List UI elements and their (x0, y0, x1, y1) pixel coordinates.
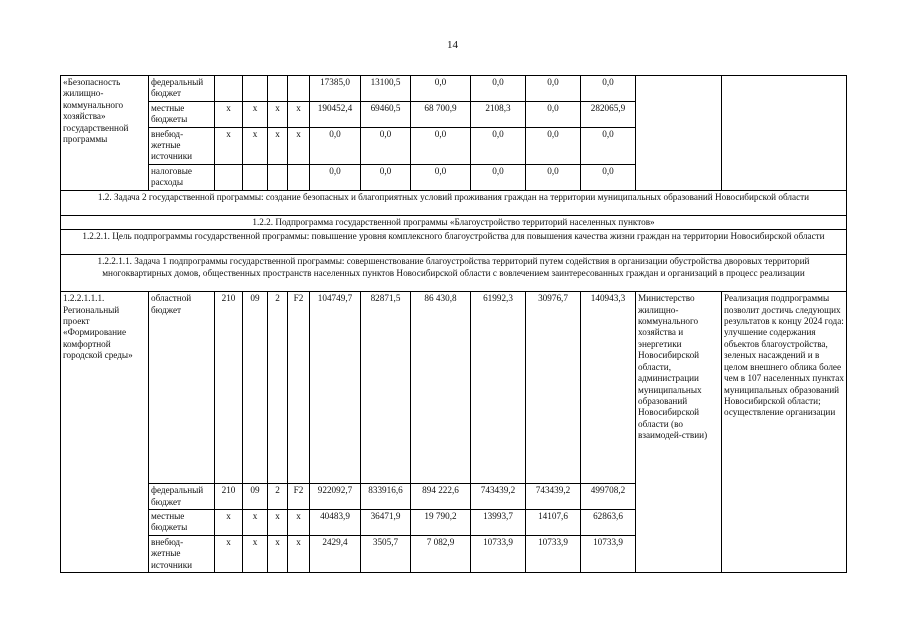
funding-source-cell: внебюд-жетные источники (149, 127, 215, 164)
value-cell: 0,0 (526, 101, 581, 127)
value-cell: 104749,7 (310, 292, 361, 484)
code-section: 09 (243, 292, 268, 484)
value-cell: 0,0 (526, 127, 581, 164)
subprogram-heading: 1.2.2. Подпрограмма государственной программы «Благоустройство территорий населенных пунктов» (61, 215, 847, 229)
value-cell: 13993,7 (471, 510, 526, 536)
value-cell: 0,0 (361, 127, 411, 164)
goal-heading: 1.2.2.1. Цель подпрограммы государственной программы: повышение уровня комплексного благоустройства для повышения качества жизни граждан на территории Новосибирской области (61, 230, 847, 255)
code-section: х (243, 535, 268, 572)
program-table (60, 75, 847, 573)
value-cell: 13100,5 (361, 76, 411, 102)
value-cell: 743439,2 (526, 484, 581, 510)
value-cell: 0,0 (581, 76, 636, 102)
value-cell: 0,0 (581, 164, 636, 190)
value-cell: 0,0 (581, 127, 636, 164)
funding-source-cell: налоговые расходы (149, 164, 215, 190)
section-heading-row (61, 215, 847, 229)
code-article: х (288, 127, 310, 164)
value-cell: 10733,9 (471, 535, 526, 572)
section-heading-row (61, 230, 847, 255)
value-cell: 30976,7 (526, 292, 581, 484)
value-cell: 68 700,9 (411, 101, 471, 127)
code-program: х (268, 101, 288, 127)
section-heading-row (61, 255, 847, 292)
code-program: х (268, 510, 288, 536)
value-cell: 0,0 (471, 127, 526, 164)
value-cell: 10733,9 (581, 535, 636, 572)
code-section (243, 76, 268, 102)
value-cell: 14107,6 (526, 510, 581, 536)
funding-source-cell: внебюд-жетные источники (149, 535, 215, 572)
value-cell: 82871,5 (361, 292, 411, 484)
code-article (288, 76, 310, 102)
value-cell: 17385,0 (310, 76, 361, 102)
section-heading-row (61, 190, 847, 215)
value-cell: 0,0 (310, 164, 361, 190)
value-cell: 61992,3 (471, 292, 526, 484)
task-heading: 1.2. Задача 2 государственной программы: создание безопасных и благоприятных условий проживания граждан на территории муниципальных образований Новосибирской области (61, 190, 847, 215)
executor-cell (636, 76, 722, 191)
value-cell: 0,0 (471, 76, 526, 102)
value-cell: 7 082,9 (411, 535, 471, 572)
value-cell: 743439,2 (471, 484, 526, 510)
code-grbs: 210 (215, 292, 243, 484)
code-section: х (243, 510, 268, 536)
table-row (61, 292, 847, 484)
code-article: х (288, 535, 310, 572)
value-cell: 2429,4 (310, 535, 361, 572)
code-grbs: х (215, 510, 243, 536)
value-cell: 0,0 (310, 127, 361, 164)
value-cell: 0,0 (411, 127, 471, 164)
value-cell: 0,0 (411, 164, 471, 190)
code-article: F2 (288, 484, 310, 510)
code-grbs (215, 164, 243, 190)
value-cell: 19 790,2 (411, 510, 471, 536)
value-cell: 10733,9 (526, 535, 581, 572)
event-name-cell: 1.2.2.1.1.1. Региональный проект «Формирование комфортной городской среды» (61, 292, 149, 573)
code-grbs: х (215, 127, 243, 164)
event-name-cell: «Безопасность жилищно-коммунального хозяйства» государственной программы (61, 76, 149, 191)
value-cell: 3505,7 (361, 535, 411, 572)
code-program: х (268, 127, 288, 164)
value-cell: 86 430,8 (411, 292, 471, 484)
funding-source-cell: областной бюджет (149, 292, 215, 484)
value-cell: 894 222,6 (411, 484, 471, 510)
value-cell: 69460,5 (361, 101, 411, 127)
value-cell: 0,0 (361, 164, 411, 190)
executor-cell: Министерство жилищно-коммунального хозяйства и энергетики Новосибирской области, администрации муниципальных образований Новосибирской области (во взаимодей-ствии) (636, 292, 722, 573)
code-program (268, 76, 288, 102)
value-cell: 499708,2 (581, 484, 636, 510)
code-program: х (268, 535, 288, 572)
value-cell: 140943,3 (581, 292, 636, 484)
value-cell: 0,0 (471, 164, 526, 190)
value-cell: 833916,6 (361, 484, 411, 510)
page-number: 14 (447, 39, 458, 51)
value-cell: 0,0 (411, 76, 471, 102)
value-cell: 62863,6 (581, 510, 636, 536)
value-cell: 2108,3 (471, 101, 526, 127)
value-cell: 922092,7 (310, 484, 361, 510)
funding-source-cell: федеральный бюджет (149, 76, 215, 102)
code-section: х (243, 127, 268, 164)
funding-source-cell: местные бюджеты (149, 510, 215, 536)
code-section (243, 164, 268, 190)
code-article: F2 (288, 292, 310, 484)
code-program: 2 (268, 484, 288, 510)
value-cell: 36471,9 (361, 510, 411, 536)
code-program: 2 (268, 292, 288, 484)
code-grbs (215, 76, 243, 102)
subtask-heading: 1.2.2.1.1. Задача 1 подпрограммы государственной программы: совершенствование благоустройства территорий путем содействия в организации обустройства дворовых территорий многоквартирных домов, общественных пространств населенных пунктов Новосибирской области с вовлечением заинтересованных граждан и организаций в процесс реализации (61, 255, 847, 292)
code-program (268, 164, 288, 190)
code-grbs: 210 (215, 484, 243, 510)
result-cell (722, 76, 847, 191)
funding-source-cell: местные бюджеты (149, 101, 215, 127)
code-article (288, 164, 310, 190)
value-cell: 190452,4 (310, 101, 361, 127)
table-row (61, 76, 847, 102)
result-cell: Реализация подпрограммы позволит достичь следующих результатов к концу 2024 года: улучшение содержания объектов благоустройства, зеленых насаждений и в целом внешнего облика более чем в 107 населенных пунктах муниципальных образований Новосибирской области; осуществление организации (722, 292, 847, 573)
value-cell: 40483,9 (310, 510, 361, 536)
value-cell: 0,0 (526, 76, 581, 102)
code-grbs: х (215, 101, 243, 127)
funding-source-cell: федеральный бюджет (149, 484, 215, 510)
value-cell: 282065,9 (581, 101, 636, 127)
value-cell: 0,0 (526, 164, 581, 190)
code-article: х (288, 101, 310, 127)
code-section: х (243, 101, 268, 127)
code-article: х (288, 510, 310, 536)
code-section: 09 (243, 484, 268, 510)
code-grbs: х (215, 535, 243, 572)
